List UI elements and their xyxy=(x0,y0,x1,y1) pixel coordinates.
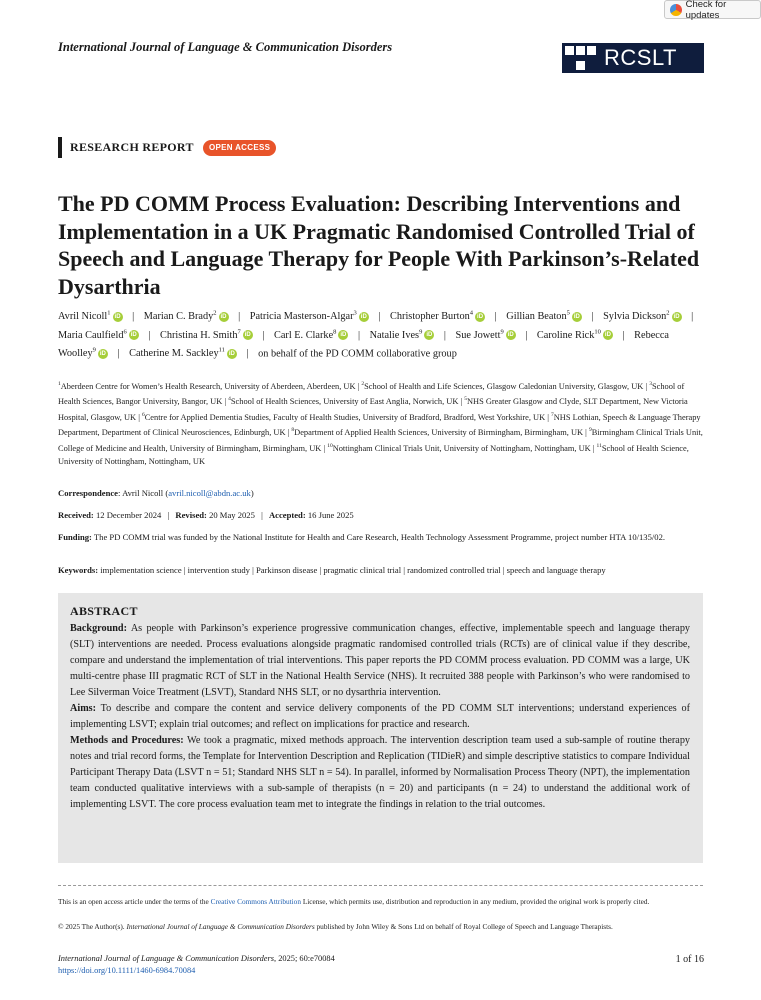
footer-citation xyxy=(58,954,335,963)
license-link[interactable]: Creative Commons Attribution xyxy=(210,897,301,906)
keywords-text: implementation science | intervention study | Parkinson disease | pragmatic clinical trial | randomized controlled trial | speech and language therapy xyxy=(100,565,606,575)
methods-label: Methods and Procedures: xyxy=(70,735,184,746)
author-affiliation-ref: 5 xyxy=(566,310,570,317)
author-separator: | xyxy=(262,329,265,341)
orcid-icon[interactable]: iD xyxy=(360,314,367,321)
affiliation-number: 3 xyxy=(649,381,652,387)
author-affiliation-ref: 1 xyxy=(107,310,111,317)
author-affiliation-ref: 9 xyxy=(419,328,423,336)
correspondence-email-link[interactable]: avril.nicoll@abdn.ac.uk xyxy=(168,488,251,498)
copyright-pre: © 2025 The Author(s). xyxy=(58,922,125,931)
abstract-background xyxy=(70,621,690,701)
author-affiliation-ref: 10 xyxy=(594,328,601,336)
funding-text: The PD COMM trial was funded by the National Institute for Health and Care Research, Health Technology Assessment Programme, project number HTA 10/135/02. xyxy=(93,532,666,542)
author-separator: | xyxy=(132,311,135,323)
rcslt-logo xyxy=(562,43,704,73)
affiliation-separator: | xyxy=(458,397,465,407)
author-separator: | xyxy=(246,348,249,360)
author-affiliation-ref: 9 xyxy=(92,346,96,354)
orcid-icon[interactable]: iD xyxy=(99,350,106,357)
received-label: Received: xyxy=(58,510,94,520)
affiliation-text: School of Health Sciences, Bangor University, Bangor, UK xyxy=(58,381,685,407)
methods-text: We took a pragmatic, mixed methods approach. The intervention description team used a sub-sample of routine therapy notes and trial record forms, the Template for Intervention Description and Replication (TIDieR) and simple descriptive statistics to compare Individual Participant Therapy Data (LSVT n = 51; Standard NHS SLT n = 54). In parallel, informed by Normalisation Process Theory (NPT), the implementation team conducted qualitative interviews with a sub-sample of therapists (n = 20) and participants (n = 24) to understand the additional work of implementing LSVT. The core process evaluation team met to integrate the findings in relation to the trial outcomes. xyxy=(70,735,691,810)
orcid-icon[interactable]: iD xyxy=(426,332,433,339)
affiliation-separator: | xyxy=(545,412,551,422)
revised-date: 20 May 2025 xyxy=(209,510,255,520)
affiliation-number: 5 xyxy=(464,396,467,403)
affiliation-text: Nottingham Clinical Trials Unit, University of Nottingham, Nottingham, UK xyxy=(332,443,591,453)
logo-text: RCSLT xyxy=(604,45,677,70)
author-name: Catherine M. Sackley$^{11}$iD xyxy=(129,346,235,360)
correspondence-name: Avril Nicoll xyxy=(122,488,164,498)
abstract-methods xyxy=(70,733,690,813)
orcid-icon[interactable]: iD xyxy=(477,314,484,321)
correspondence: Correspondence: Avril Nicoll (avril.nicoll@abdn.ac.uk) xyxy=(58,488,254,498)
footnote-divider xyxy=(58,885,703,886)
author-name: Sue Jowett$^9$iD xyxy=(455,328,514,341)
revised-label: Revised: xyxy=(175,510,207,520)
doi-link[interactable]: https://doi.org/10.1111/1460-6984.70084 xyxy=(58,966,196,975)
orcid-icon[interactable]: iD xyxy=(573,314,580,321)
affiliation-separator: | xyxy=(643,381,650,391)
keywords xyxy=(58,564,718,577)
logo-mark-icon xyxy=(562,43,598,73)
affiliation-number: 4 xyxy=(228,396,231,403)
check-for-updates-button[interactable] xyxy=(664,0,761,19)
license-post: License, which permits use, distribution and reproduction in any medium, provided the original work is properly cited. xyxy=(302,897,650,906)
footer-journal-name: International Journal of Language & Communication Disorders xyxy=(58,954,275,963)
affiliation-text: Centre for Applied Dementia Studies, Faculty of Health Studies, University of Bradford, Bradford, West Yorkshire, UK xyxy=(144,412,546,422)
author-name: Carl E. Clarke$^8$iD xyxy=(273,328,347,341)
affiliation-separator: | xyxy=(285,427,292,437)
author-separator: | xyxy=(357,329,361,341)
orcid-icon[interactable]: iD xyxy=(244,332,251,339)
license-pre: This is an open access article under the terms of the xyxy=(58,897,209,906)
background-label: Background: xyxy=(70,623,127,634)
author-separator: | xyxy=(622,329,625,341)
affiliation-text: School of Health Sciences, University of East Anglia, Norwich, UK xyxy=(230,397,459,407)
authors-group: on behalf of the PD COMM collaborative group xyxy=(258,348,457,360)
affiliations xyxy=(58,378,706,469)
author-list xyxy=(58,306,708,361)
check-for-updates-label: Check for updates xyxy=(685,0,727,21)
author-separator: | xyxy=(591,311,594,323)
author-affiliation-ref: 8 xyxy=(333,328,337,336)
affiliation-text: NHS Greater Glasgow and Clyde, SLT Department, New Victoria Hospital, Glasgow, UK xyxy=(58,397,688,422)
author-name: Gillian Beaton$^5$iD xyxy=(506,310,580,323)
accepted-label: Accepted: xyxy=(268,510,306,520)
orcid-icon[interactable]: iD xyxy=(130,332,137,339)
abstract-body xyxy=(70,621,690,813)
author-affiliation-ref: 2 xyxy=(666,310,670,317)
author-separator: | xyxy=(238,311,241,323)
orcid-icon[interactable]: iD xyxy=(507,332,514,339)
affiliation-text: Department of Applied Health Sciences, University of Birmingham, Birmingham, UK xyxy=(294,427,584,437)
affiliation-text: School of Health and Life Sciences, Glasgow Caledonian University, Glasgow, UK xyxy=(364,381,644,391)
aims-text: To describe and compare the content and service delivery components of the PD COMM SLT interventions; understand experiences of implementing LSVT; explain trial outcomes; and reflect on implications for practice and research. xyxy=(70,703,690,730)
copyright-journal: International Journal of Language & Communication Disorders xyxy=(126,922,315,931)
author-separator: | xyxy=(525,329,528,341)
author-affiliation-ref: 2 xyxy=(213,310,217,317)
orcid-icon[interactable]: iD xyxy=(228,350,235,357)
author-name: Rebecca Woolley$^9$iD xyxy=(58,329,669,360)
author-name: Natalie Ives$^9$iD xyxy=(369,328,433,341)
funding-label: Funding: xyxy=(58,532,92,542)
author-separator: | xyxy=(494,311,497,323)
author-affiliation-ref: 11 xyxy=(218,346,225,354)
author-name: Christopher Burton$^4$iD xyxy=(390,310,484,323)
crossmark-icon xyxy=(670,4,682,16)
affiliation-separator: | xyxy=(136,412,142,422)
orcid-icon[interactable]: iD xyxy=(604,332,611,339)
footer-volume: , 2025; 60:e70084 xyxy=(274,954,335,963)
affiliation-separator: | xyxy=(583,427,589,437)
affiliation-separator: | xyxy=(355,381,362,391)
author-separator: | xyxy=(148,329,151,341)
orcid-icon[interactable]: iD xyxy=(340,332,347,339)
affiliation-separator: | xyxy=(590,443,597,453)
author-name: Patricia Masterson-Algar$^3$iD xyxy=(249,310,367,323)
article-dates: Received: 12 December 2024 | Revised: 20 May 2025 | Accepted: 16 June 2025 xyxy=(58,510,354,520)
affiliation-text: Birmingham Clinical Trials Unit, College of Medicine and Health, University of Birmingham, Birmingham, UK xyxy=(58,427,703,453)
affiliation-number: 7 xyxy=(551,411,554,418)
orcid-icon[interactable]: iD xyxy=(673,314,680,321)
section-marker xyxy=(58,137,62,158)
funding xyxy=(58,531,708,544)
keywords-label: Keywords: xyxy=(58,565,99,575)
affiliation-number: 2 xyxy=(361,381,365,387)
copyright-post: published by John Wiley & Sons Ltd on behalf of Royal College of Speech and Language Therapists. xyxy=(316,922,613,931)
page-number: 1 of 16 xyxy=(675,954,704,965)
author-separator: | xyxy=(117,348,120,360)
author-name: Christina H. Smith$^7$iD xyxy=(159,328,251,341)
author-name: Maria Caulfield$^6$iD xyxy=(58,328,137,341)
author-name: Caroline Rick$^{10}$iD xyxy=(536,328,611,341)
open-access-badge: OPEN ACCESS xyxy=(203,140,276,156)
license-note xyxy=(58,896,703,908)
author-affiliation-ref: 4 xyxy=(469,310,474,317)
author-affiliation-ref: 9 xyxy=(500,328,504,336)
aims-label: Aims: xyxy=(70,703,97,714)
section-label: RESEARCH REPORT xyxy=(70,140,194,154)
affiliation-number: 9 xyxy=(588,427,592,434)
affiliation-number: 8 xyxy=(291,427,295,434)
affiliation-text: NHS Lothian, Speech & Language Therapy Department, Department of Clinical Neurosciences, Edinburgh, UK xyxy=(58,412,701,437)
affiliation-number: 1 xyxy=(58,381,61,387)
accepted-date: 16 June 2025 xyxy=(307,510,354,520)
background-text: As people with Parkinson’s experience progressive communication changes, effective, implementable speech and language therapy (SLT) interventions are needed. Process evaluations alongside pragmatic randomised controlled trials (RCTs) are of clinical value if they describe, compare and understand the implementation of trial interventions. This paper reports the PD COMM process evaluation. PD COMM was a large, UK multi-centre phase III pragmatic RCT of SLT in the National Health Service (NHS). It recruited 388 people with Parkinson’s who were randomised to Lee Silverman Voice Treatment (LSVT), Standard NHS SLT, or no dysarthria intervention. xyxy=(70,623,691,698)
abstract-aims xyxy=(70,701,690,733)
affiliation-separator: | xyxy=(321,443,328,453)
affiliation-number: 11 xyxy=(596,442,602,449)
copyright-note xyxy=(58,921,703,933)
author-name: Marian C. Brady$^2$iD xyxy=(143,310,227,323)
author-affiliation-ref: 7 xyxy=(237,328,241,336)
affiliation-text: Aberdeen Centre for Women’s Health Research, University of Aberdeen, Aberdeen, UK xyxy=(60,381,356,391)
journal-name: International Journal of Language & Communication Disorders xyxy=(58,40,393,54)
affiliation-separator: | xyxy=(222,397,229,407)
affiliation-number: 10 xyxy=(327,442,333,449)
author-name: Sylvia Dickson$^2$iD xyxy=(603,310,680,323)
author-separator: | xyxy=(378,311,381,323)
author-separator: | xyxy=(443,329,446,341)
author-separator: | xyxy=(691,311,694,323)
received-date: 12 December 2024 xyxy=(95,510,162,520)
author-affiliation-ref: 3 xyxy=(353,310,357,317)
orcid-icon[interactable]: iD xyxy=(114,314,121,321)
affiliation-text: School of Health Science, University of Nottingham, Nottingham, UK xyxy=(58,443,689,466)
author-name: Avril Nicoll$^1$iD xyxy=(58,310,121,323)
orcid-icon[interactable]: iD xyxy=(220,314,227,321)
abstract-heading: ABSTRACT xyxy=(70,604,138,618)
correspondence-label: Correspondence xyxy=(58,488,118,498)
article-title: The PD COMM Process Evaluation: Describing Interventions and Implementation in a UK Pragmatic Randomised Controlled Trial of Speech and Language Therapy for People With Parkinson’s-Related Dysarthria xyxy=(58,191,700,299)
author-affiliation-ref: 6 xyxy=(123,328,127,336)
affiliation-number: 6 xyxy=(141,411,145,418)
